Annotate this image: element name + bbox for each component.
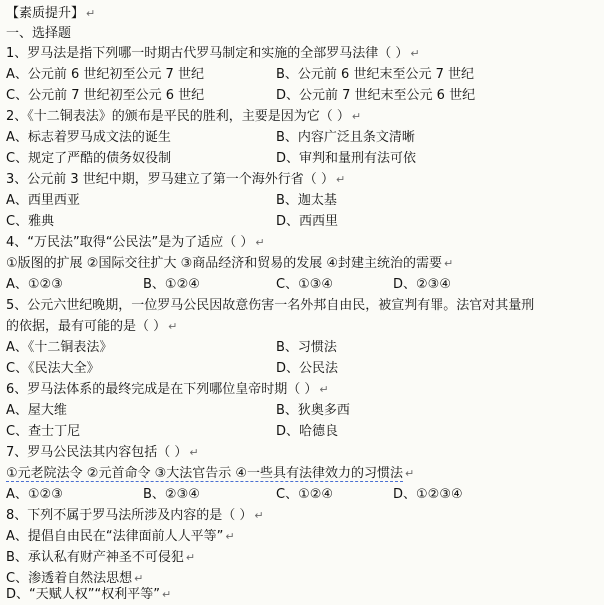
question-5-options-row2	[6, 359, 600, 379]
q7-option-d: D、①②③④	[393, 487, 463, 502]
q3-option-a: A、西里西亚	[6, 193, 80, 208]
q2-option-d: D、审判和量刑有法可依	[276, 151, 417, 166]
q4-option-c: C、①③④	[276, 277, 334, 292]
q1-option-b: B、公元前 6 世纪末至公元 7 世纪	[276, 67, 474, 82]
q8-option-c: C、渗透着自然法思想	[6, 571, 133, 586]
question-1-options-row1	[6, 65, 600, 85]
return-mark: ↵	[444, 257, 454, 270]
return-mark: ↵	[86, 7, 96, 20]
return-mark: ↵	[410, 47, 420, 60]
q2-option-c: C、规定了严酷的债务奴役制	[6, 151, 172, 166]
question-2-stem	[6, 107, 600, 127]
question-4-stem	[6, 233, 600, 253]
question-3-options-row1	[6, 191, 600, 211]
q3-option-c: C、雅典	[6, 214, 55, 229]
q3-stem-text: 3、公元前 3 世纪中期，罗马建立了第一个海外行省（ ）	[6, 172, 334, 187]
q5-stem-text-2: 的依据，最有可能的是（ ）	[6, 319, 167, 334]
q7-items-text: ①元老院法令 ②元首命令 ③大法官告示 ④一些具有法律效力的习惯法	[6, 466, 404, 481]
q2-option-b: B、内容广泛且条文清晰	[276, 130, 415, 145]
question-1-options-row2	[6, 86, 600, 106]
q5-option-c: C、《民法大全》	[6, 361, 100, 376]
question-3-options-row2	[6, 212, 600, 232]
header-text: 【素质提升】	[6, 6, 85, 21]
q7-option-b: B、②③④	[143, 487, 200, 502]
question-7-stem	[6, 443, 600, 463]
q6-option-d: D、哈德良	[276, 424, 339, 439]
q5-option-a: A、《十二铜表法》	[6, 340, 113, 355]
q4-option-b: B、①②④	[143, 277, 200, 292]
return-mark: ↵	[255, 236, 265, 249]
return-mark: ↵	[351, 110, 362, 123]
q6-option-a: A、屋大维	[6, 403, 67, 418]
q4-items-text: ①版图的扩展 ②国际交往扩大 ③商品经济和贸易的发展 ④封建主统治的需要	[6, 256, 443, 271]
q3-option-b: B、迦太基	[276, 193, 337, 208]
q3-option-d: D、西西里	[276, 214, 339, 229]
q6-option-b: B、狄奥多西	[276, 403, 350, 418]
return-mark: ↵	[405, 467, 415, 480]
question-4-items	[6, 254, 600, 274]
q8-option-a: A、提倡自由民在“法律面前人人平等”	[6, 529, 224, 544]
return-mark: ↵	[319, 383, 329, 396]
section-title	[6, 24, 600, 44]
q8-option-b: B、承认私有财产神圣不可侵犯	[6, 550, 184, 565]
return-mark: ↵	[254, 509, 264, 522]
section-header	[6, 4, 600, 24]
question-5-stem-line2	[6, 317, 600, 337]
question-8-option-d-row	[6, 585, 600, 605]
q1-stem-text: 1、罗马法是指下列哪一时期古代罗马制定和实施的全部罗马法律（ ）	[6, 46, 409, 61]
return-mark: ↵	[189, 446, 199, 459]
question-8-option-a-row	[6, 527, 600, 547]
q6-option-c: C、查士丁尼	[6, 424, 81, 439]
q4-option-a: A、①②③	[6, 277, 63, 292]
question-1-stem	[6, 44, 600, 64]
question-6-options-row2	[6, 422, 600, 442]
return-mark: ↵	[161, 588, 172, 601]
question-8-stem	[6, 506, 600, 526]
question-4-options	[6, 275, 600, 295]
q7-option-c: C、①②④	[276, 487, 334, 502]
q7-stem-text: 7、罗马公民法其内容包括（ ）	[6, 445, 188, 460]
return-mark: ↵	[225, 530, 235, 543]
q4-option-d: D、②③④	[393, 277, 451, 292]
q5-option-b: B、习惯法	[276, 340, 337, 355]
question-5-options-row1	[6, 338, 600, 358]
q7-option-a: A、①②③	[6, 487, 63, 502]
q6-stem-text: 6、罗马法体系的最终完成是在下列哪位皇帝时期（ ）	[6, 382, 318, 397]
section-text: 一、选择题	[6, 26, 72, 41]
question-5-stem-line1	[6, 296, 600, 316]
return-mark: ↵	[185, 551, 196, 564]
question-6-stem	[6, 380, 600, 400]
question-7-options	[6, 485, 600, 505]
q8-stem-text: 8、下列不属于罗马法所涉及内容的是（ ）	[6, 508, 253, 523]
question-7-items	[6, 464, 600, 484]
question-3-stem	[6, 170, 600, 190]
question-8-option-b-row	[6, 548, 600, 568]
return-mark: ↵	[168, 320, 178, 333]
q2-option-a: A、标志着罗马成文法的诞生	[6, 130, 171, 145]
q1-option-d: D、公元前 7 世纪末至公元 6 世纪	[276, 88, 476, 103]
return-mark: ↵	[134, 572, 144, 585]
q1-option-c: C、公元前 7 世纪初至公元 6 世纪	[6, 88, 205, 103]
q8-option-d: D、“天赋人权”“权利平等”	[6, 587, 160, 602]
q1-option-a: A、公元前 6 世纪初至公元 7 世纪	[6, 67, 204, 82]
question-6-options-row1	[6, 401, 600, 421]
q2-stem-text: 2、《十二铜表法》的颁布是平民的胜利，主要是因为它（ ）	[6, 109, 350, 124]
question-2-options-row2	[6, 149, 600, 169]
return-mark: ↵	[335, 173, 346, 186]
q4-stem-text: 4、“万民法”取得“公民法”是为了适应（ ）	[6, 235, 254, 250]
q5-option-d: D、公民法	[276, 361, 339, 376]
question-2-options-row1	[6, 128, 600, 148]
q5-stem-text-1: 5、公元六世纪晚期，一位罗马公民因故意伤害一名外邦自由民，被宣判有罪。法官对其量刑	[6, 298, 535, 313]
